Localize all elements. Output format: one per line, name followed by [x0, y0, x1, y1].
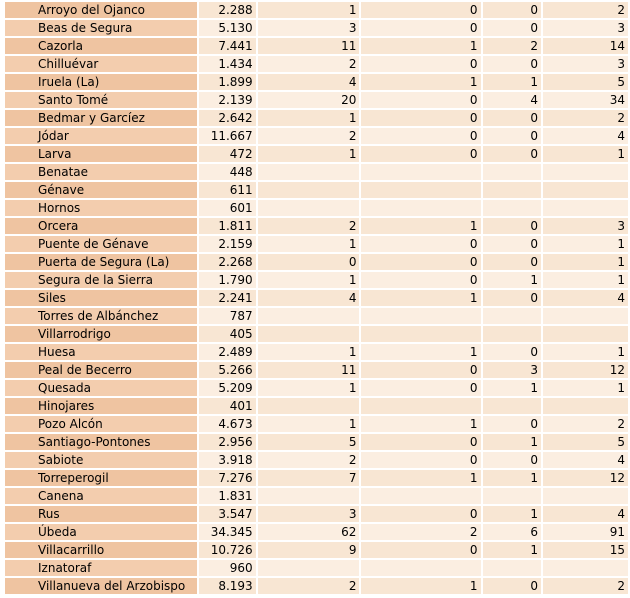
- cell-c4: 5: [543, 434, 628, 450]
- cell-pop: 5.266: [199, 362, 255, 378]
- cell-c3: 1: [483, 380, 542, 396]
- cell-pop: 401: [199, 398, 255, 414]
- table-row: [5, 380, 628, 396]
- cell-pop: 8.193: [199, 578, 255, 594]
- cell-c4: 4: [543, 506, 628, 522]
- cell-c3: [483, 398, 542, 414]
- table-row: [5, 416, 628, 432]
- cell-c3: 0: [483, 110, 542, 126]
- cell-c3: 6: [483, 524, 542, 540]
- cell-c2: 0: [361, 146, 480, 162]
- cell-c2: 0: [361, 362, 480, 378]
- cell-pop: 2.288: [199, 2, 255, 18]
- cell-name: Orcera: [5, 218, 197, 234]
- cell-c3: 4: [483, 92, 542, 108]
- cell-c3: 0: [483, 290, 542, 306]
- cell-pop: 405: [199, 326, 255, 342]
- cell-pop: 601: [199, 200, 255, 216]
- cell-c4: 12: [543, 362, 628, 378]
- cell-c2: 0: [361, 542, 480, 558]
- municipality-table: [3, 0, 630, 596]
- cell-name: Beas de Segura: [5, 20, 197, 36]
- cell-name: Hornos: [5, 200, 197, 216]
- cell-c2: 2: [361, 524, 480, 540]
- table-row: [5, 344, 628, 360]
- cell-c3: 0: [483, 146, 542, 162]
- cell-c3: 1: [483, 506, 542, 522]
- cell-c1: 1: [258, 2, 360, 18]
- table-row: [5, 236, 628, 252]
- cell-c4: [543, 308, 628, 324]
- table-row: [5, 452, 628, 468]
- cell-c3: 0: [483, 416, 542, 432]
- table-row: [5, 128, 628, 144]
- cell-pop: 5.209: [199, 380, 255, 396]
- cell-pop: 1.811: [199, 218, 255, 234]
- cell-c4: 1: [543, 380, 628, 396]
- cell-c1: [258, 560, 360, 576]
- cell-pop: 11.667: [199, 128, 255, 144]
- cell-name: Úbeda: [5, 524, 197, 540]
- table-row: [5, 38, 628, 54]
- table-row: [5, 146, 628, 162]
- cell-pop: 34.345: [199, 524, 255, 540]
- cell-c2: 1: [361, 218, 480, 234]
- cell-pop: 2.159: [199, 236, 255, 252]
- cell-c2: 0: [361, 56, 480, 72]
- cell-name: Bedmar y Garcíez: [5, 110, 197, 126]
- cell-c1: 3: [258, 20, 360, 36]
- cell-c4: 34: [543, 92, 628, 108]
- cell-c1: 1: [258, 416, 360, 432]
- cell-c3: [483, 200, 542, 216]
- cell-c2: 1: [361, 74, 480, 90]
- cell-name: Villacarrillo: [5, 542, 197, 558]
- cell-c2: 1: [361, 38, 480, 54]
- cell-c1: [258, 200, 360, 216]
- table-row: [5, 110, 628, 126]
- cell-name: Torres de Albánchez: [5, 308, 197, 324]
- cell-name: Quesada: [5, 380, 197, 396]
- cell-c2: 1: [361, 290, 480, 306]
- cell-c1: 7: [258, 470, 360, 486]
- cell-c1: [258, 326, 360, 342]
- cell-c2: [361, 488, 480, 504]
- cell-c2: 0: [361, 236, 480, 252]
- cell-c3: [483, 326, 542, 342]
- cell-c4: 14: [543, 38, 628, 54]
- cell-c4: [543, 182, 628, 198]
- table-row: [5, 272, 628, 288]
- cell-c1: 4: [258, 290, 360, 306]
- cell-c4: 12: [543, 470, 628, 486]
- cell-c1: 1: [258, 236, 360, 252]
- cell-c4: 1: [543, 254, 628, 270]
- cell-c2: [361, 164, 480, 180]
- cell-c3: 1: [483, 542, 542, 558]
- cell-pop: 2.489: [199, 344, 255, 360]
- cell-c2: 0: [361, 128, 480, 144]
- table-row: [5, 542, 628, 558]
- cell-c4: [543, 488, 628, 504]
- cell-pop: 960: [199, 560, 255, 576]
- cell-name: Larva: [5, 146, 197, 162]
- cell-name: Villarrodrigo: [5, 326, 197, 342]
- cell-c1: 11: [258, 38, 360, 54]
- cell-c1: 9: [258, 542, 360, 558]
- cell-c2: 1: [361, 416, 480, 432]
- cell-c3: 1: [483, 470, 542, 486]
- cell-c3: 0: [483, 254, 542, 270]
- cell-c4: 2: [543, 578, 628, 594]
- cell-name: Peal de Becerro: [5, 362, 197, 378]
- cell-name: Canena: [5, 488, 197, 504]
- cell-pop: 7.441: [199, 38, 255, 54]
- cell-c3: 0: [483, 20, 542, 36]
- cell-pop: 4.673: [199, 416, 255, 432]
- cell-c3: [483, 164, 542, 180]
- cell-pop: 787: [199, 308, 255, 324]
- cell-pop: 1.790: [199, 272, 255, 288]
- cell-c4: 3: [543, 20, 628, 36]
- cell-c2: [361, 182, 480, 198]
- cell-name: Hinojares: [5, 398, 197, 414]
- cell-pop: 7.276: [199, 470, 255, 486]
- cell-pop: 448: [199, 164, 255, 180]
- cell-c4: 2: [543, 416, 628, 432]
- table-row: [5, 398, 628, 414]
- cell-name: Cazorla: [5, 38, 197, 54]
- cell-pop: 2.268: [199, 254, 255, 270]
- table-row: [5, 218, 628, 234]
- cell-c3: 1: [483, 272, 542, 288]
- cell-c1: 2: [258, 128, 360, 144]
- cell-c3: 3: [483, 362, 542, 378]
- cell-pop: 10.726: [199, 542, 255, 558]
- cell-pop: 1.831: [199, 488, 255, 504]
- cell-c1: 0: [258, 254, 360, 270]
- cell-c1: 1: [258, 344, 360, 360]
- cell-name: Iruela (La): [5, 74, 197, 90]
- cell-name: Rus: [5, 506, 197, 522]
- cell-c2: 0: [361, 272, 480, 288]
- cell-c4: 4: [543, 452, 628, 468]
- cell-name: Puerta de Segura (La): [5, 254, 197, 270]
- table-row: [5, 182, 628, 198]
- cell-pop: 1.434: [199, 56, 255, 72]
- cell-pop: 611: [199, 182, 255, 198]
- cell-c4: 1: [543, 272, 628, 288]
- cell-name: Pozo Alcón: [5, 416, 197, 432]
- cell-c3: 0: [483, 452, 542, 468]
- cell-c3: 0: [483, 218, 542, 234]
- table-row: [5, 92, 628, 108]
- cell-c2: 1: [361, 344, 480, 360]
- table-row: [5, 254, 628, 270]
- table-row: [5, 560, 628, 576]
- cell-c3: 2: [483, 38, 542, 54]
- cell-c4: 91: [543, 524, 628, 540]
- table-row: [5, 200, 628, 216]
- cell-c2: 0: [361, 434, 480, 450]
- cell-c1: 1: [258, 110, 360, 126]
- cell-c2: [361, 308, 480, 324]
- cell-c1: 5: [258, 434, 360, 450]
- table-row: [5, 56, 628, 72]
- table-row: [5, 362, 628, 378]
- cell-pop: 1.899: [199, 74, 255, 90]
- cell-c1: 20: [258, 92, 360, 108]
- cell-c1: 62: [258, 524, 360, 540]
- cell-c4: 2: [543, 2, 628, 18]
- cell-c2: [361, 560, 480, 576]
- cell-c4: 15: [543, 542, 628, 558]
- cell-name: Villanueva del Arzobispo: [5, 578, 197, 594]
- cell-c3: 1: [483, 74, 542, 90]
- table-row: [5, 434, 628, 450]
- cell-c1: 1: [258, 272, 360, 288]
- cell-c2: 0: [361, 452, 480, 468]
- table-row: [5, 470, 628, 486]
- cell-pop: 2.956: [199, 434, 255, 450]
- cell-c2: [361, 326, 480, 342]
- table-row: [5, 2, 628, 18]
- cell-c3: [483, 182, 542, 198]
- cell-c1: [258, 488, 360, 504]
- cell-c4: 1: [543, 236, 628, 252]
- cell-c1: 11: [258, 362, 360, 378]
- cell-name: Huesa: [5, 344, 197, 360]
- cell-name: Benatae: [5, 164, 197, 180]
- cell-pop: 472: [199, 146, 255, 162]
- cell-c1: 2: [258, 452, 360, 468]
- cell-c4: 2: [543, 110, 628, 126]
- cell-pop: 2.642: [199, 110, 255, 126]
- cell-c1: 3: [258, 506, 360, 522]
- cell-pop: 2.139: [199, 92, 255, 108]
- cell-c4: [543, 164, 628, 180]
- cell-c2: [361, 200, 480, 216]
- table-row: [5, 326, 628, 342]
- table-row: [5, 506, 628, 522]
- cell-c4: 1: [543, 344, 628, 360]
- cell-c4: [543, 200, 628, 216]
- cell-c2: 0: [361, 20, 480, 36]
- cell-c3: 0: [483, 578, 542, 594]
- table-row: [5, 524, 628, 540]
- cell-pop: 3.918: [199, 452, 255, 468]
- cell-c1: [258, 182, 360, 198]
- cell-c2: 0: [361, 506, 480, 522]
- cell-c1: [258, 308, 360, 324]
- cell-pop: 5.130: [199, 20, 255, 36]
- cell-c4: 4: [543, 290, 628, 306]
- cell-c4: 3: [543, 56, 628, 72]
- cell-c1: [258, 164, 360, 180]
- cell-name: Puente de Génave: [5, 236, 197, 252]
- cell-name: Siles: [5, 290, 197, 306]
- cell-c3: 0: [483, 344, 542, 360]
- table-row: [5, 308, 628, 324]
- cell-name: Segura de la Sierra: [5, 272, 197, 288]
- cell-c4: [543, 560, 628, 576]
- cell-c3: 1: [483, 434, 542, 450]
- cell-c1: 2: [258, 578, 360, 594]
- cell-name: Sabiote: [5, 452, 197, 468]
- cell-name: Jódar: [5, 128, 197, 144]
- table-row: [5, 164, 628, 180]
- cell-c3: 0: [483, 2, 542, 18]
- cell-c4: 5: [543, 74, 628, 90]
- cell-pop: 2.241: [199, 290, 255, 306]
- cell-c3: [483, 308, 542, 324]
- table-row: [5, 20, 628, 36]
- cell-c3: [483, 560, 542, 576]
- cell-c2: 0: [361, 254, 480, 270]
- cell-c1: [258, 398, 360, 414]
- cell-c2: 1: [361, 470, 480, 486]
- cell-c2: 0: [361, 110, 480, 126]
- table-row: [5, 488, 628, 504]
- cell-name: Génave: [5, 182, 197, 198]
- cell-c2: 0: [361, 92, 480, 108]
- cell-c1: 1: [258, 146, 360, 162]
- cell-c3: 0: [483, 128, 542, 144]
- table-body: [5, 2, 628, 594]
- table-row: [5, 74, 628, 90]
- cell-c3: 0: [483, 56, 542, 72]
- cell-name: Chilluévar: [5, 56, 197, 72]
- cell-c1: 4: [258, 74, 360, 90]
- cell-c1: 1: [258, 380, 360, 396]
- table-row: [5, 290, 628, 306]
- cell-c1: 2: [258, 56, 360, 72]
- table-row: [5, 578, 628, 594]
- cell-name: Santiago-Pontones: [5, 434, 197, 450]
- cell-name: Torreperogil: [5, 470, 197, 486]
- cell-name: Santo Tomé: [5, 92, 197, 108]
- cell-c4: 1: [543, 146, 628, 162]
- cell-c1: 2: [258, 218, 360, 234]
- cell-name: Iznatoraf: [5, 560, 197, 576]
- cell-c2: [361, 398, 480, 414]
- cell-c4: [543, 326, 628, 342]
- cell-c3: 0: [483, 236, 542, 252]
- cell-c2: 0: [361, 2, 480, 18]
- cell-c2: 1: [361, 578, 480, 594]
- cell-name: Arroyo del Ojanco: [5, 2, 197, 18]
- cell-c4: [543, 398, 628, 414]
- cell-pop: 3.547: [199, 506, 255, 522]
- cell-c4: 4: [543, 128, 628, 144]
- cell-c2: 0: [361, 380, 480, 396]
- cell-c4: 3: [543, 218, 628, 234]
- cell-c3: [483, 488, 542, 504]
